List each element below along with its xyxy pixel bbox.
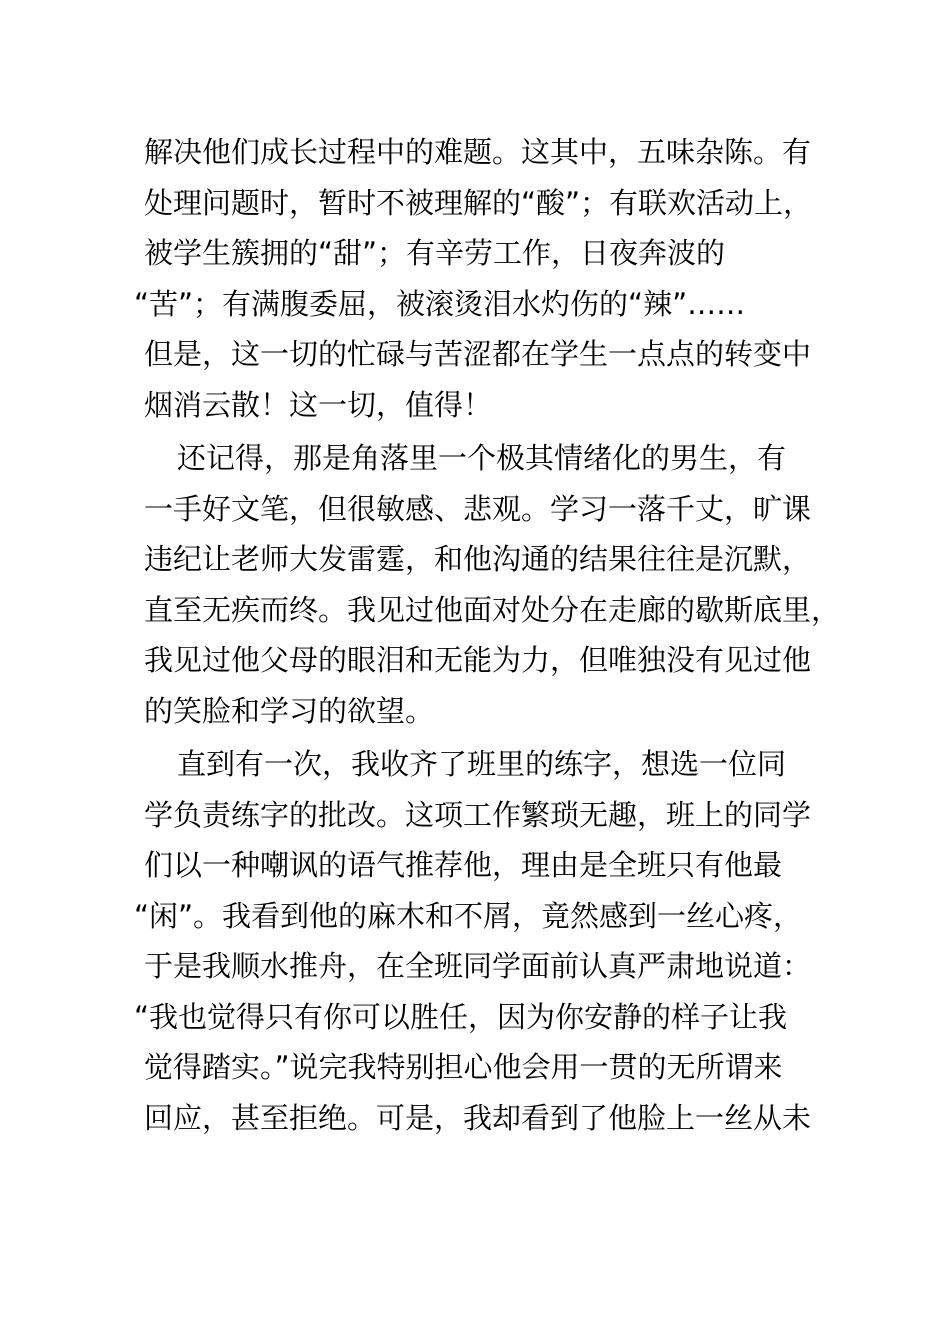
- paragraph-2: [144, 433, 841, 736]
- text-line: 一手好文笔，但很敏感、悲观。学习一落千丈，旷课: [144, 491, 812, 526]
- text-line: 直到有一次，我收齐了班里的练字，想选一位同: [177, 747, 787, 781]
- text-line: “苦”；有满腹委屈，被滚烫泪水灼伤的“辣”……: [134, 286, 746, 321]
- text-line: 觉得踏实。”说完我特别担心他会用一贯的无所谓来: [144, 1050, 783, 1084]
- text-line: “闲”。我看到他的麻木和不屑，竟然感到一丝心疼，: [134, 898, 803, 933]
- text-line: 被学生簇拥的“甜”；有辛劳工作，日夜奔波的: [144, 236, 726, 270]
- text-line: 还记得，那是角落里一个极其情绪化的男生，有: [177, 441, 787, 475]
- text-line: 学负责练字的批改。这项工作繁琐无趣，班上的同学: [144, 797, 812, 832]
- text-line: “我也觉得只有你可以胜任，因为你安静的样子让我: [134, 999, 788, 1034]
- text-line: 处理问题时，暂时不被理解的“酸”；有联欢活动上，: [144, 185, 813, 220]
- text-line: 回应，甚至拒绝。可是，我却看到了他脸上一丝从未: [144, 1100, 812, 1135]
- text-line: 烟消云散！这一切，值得！: [144, 387, 493, 422]
- body-text: [134, 127, 841, 1143]
- paragraph-3: [134, 739, 824, 1143]
- text-line: 直至无疾而终。我见过他面对处分在走廊的歇斯底里，: [144, 592, 841, 627]
- paragraph-1: [134, 127, 824, 430]
- text-line: 但是，这一切的忙碌与苦涩都在学生一点点的转变中: [144, 337, 812, 371]
- text-line: 解决他们成长过程中的难题。这其中，五味杂陈。有: [144, 135, 812, 169]
- text-line: 违纪让老师大发雷霆，和他沟通的结果往往是沉默，: [144, 542, 812, 576]
- text-line: 我见过他父母的眼泪和无能为力，但唯独没有见过他: [144, 643, 812, 677]
- text-line: 于是我顺水推舟，在全班同学面前认真严肃地说道：: [144, 949, 812, 983]
- text-line: 们以一种嘲讽的语气推荐他，理由是全班只有他最: [144, 848, 783, 882]
- text-line: 的笑脸和学习的欲望。: [144, 693, 435, 728]
